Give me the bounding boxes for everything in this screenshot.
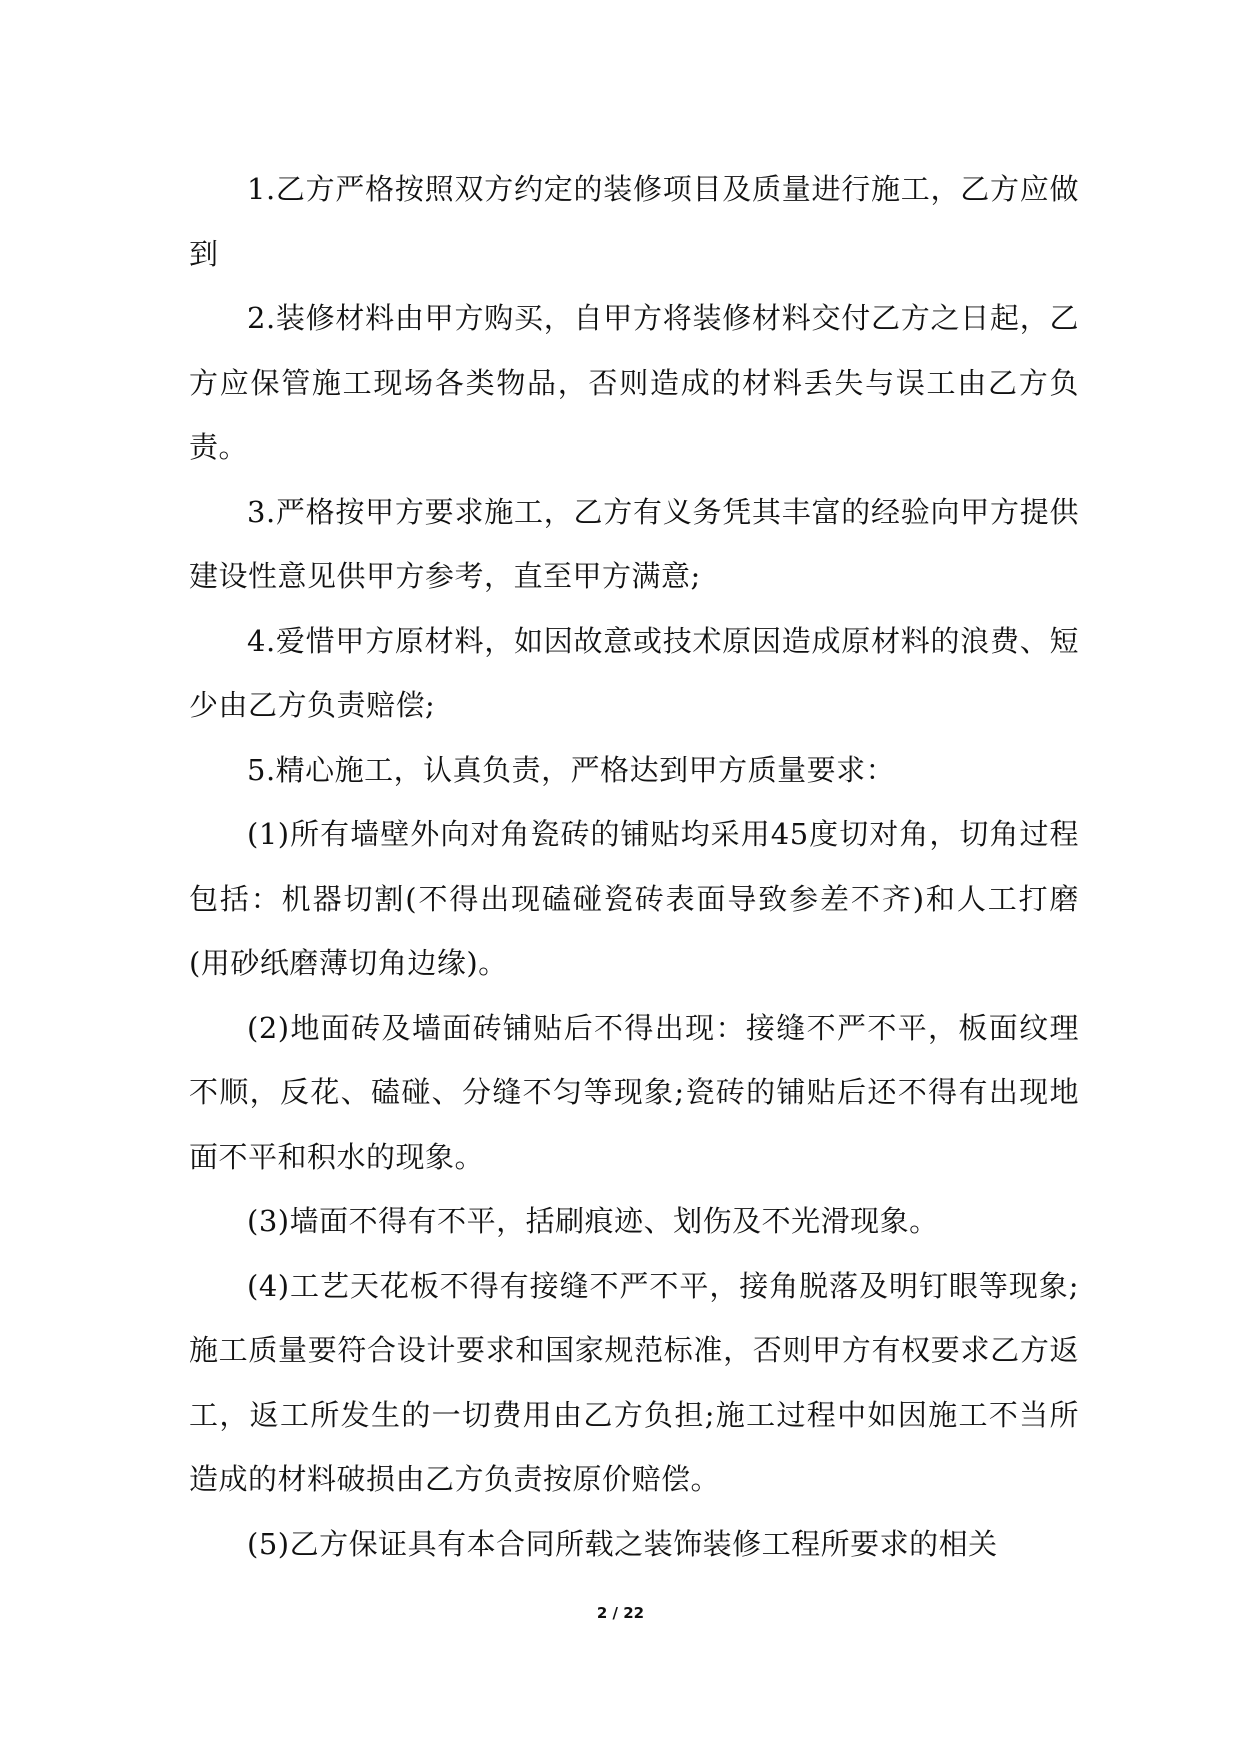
sub-clause-2: (2)地面砖及墙面砖铺贴后不得出现：接缝不严不平，板面纹理不顺，反花、磕碰、分缝不匀等现象;瓷砖的铺贴后还不得有出现地面不平和积水的现象。	[189, 1010, 1079, 1174]
clause-1: 1.乙方严格按照双方约定的装修项目及质量进行施工，乙方应做到	[189, 172, 1079, 271]
sub-clause-1: (1)所有墙壁外向对角瓷砖的铺贴均采用45度切对角，切角过程包括：机器切割(不得出现磕碰瓷砖表面导致参差不齐)和人工打磨(用砂纸磨薄切角边缘)。	[189, 817, 1079, 980]
sub-clause-4: (4)工艺天花板不得有接缝不严不平，接角脱落及明钉眼等现象;施工质量要符合设计要求和国家规范标准，否则甲方有权要求乙方返工，返工所发生的一切费用由乙方负担;施工过程中如因施工不当所造成的材料破损由乙方负责按原价赔偿。	[189, 1268, 1079, 1496]
clause-4: 4.爱惜甲方原材料，如因故意或技术原因造成原材料的浪费、短少由乙方负责赔偿;	[189, 623, 1079, 722]
sub-clause-5: (5)乙方保证具有本合同所载之装饰装修工程所要求的相关	[247, 1526, 998, 1561]
sub-clause-3: (3)墙面不得有不平，括刷痕迹、划伤及不光滑现象。	[247, 1204, 939, 1238]
clause-3: 3.严格按甲方要求施工，乙方有义务凭其丰富的经验向甲方提供建设性意见供甲方参考，直至甲方满意;	[189, 494, 1079, 593]
page-number: 2 / 22	[596, 1604, 645, 1622]
clause-2: 2.装修材料由甲方购买，自甲方将装修材料交付乙方之日起，乙方应保管施工现场各类物品，否则造成的材料丢失与误工由乙方负责。	[189, 301, 1079, 464]
document-body	[189, 157, 1079, 1576]
clause-5: 5.精心施工，认真负责，严格达到甲方质量要求：	[247, 752, 896, 787]
